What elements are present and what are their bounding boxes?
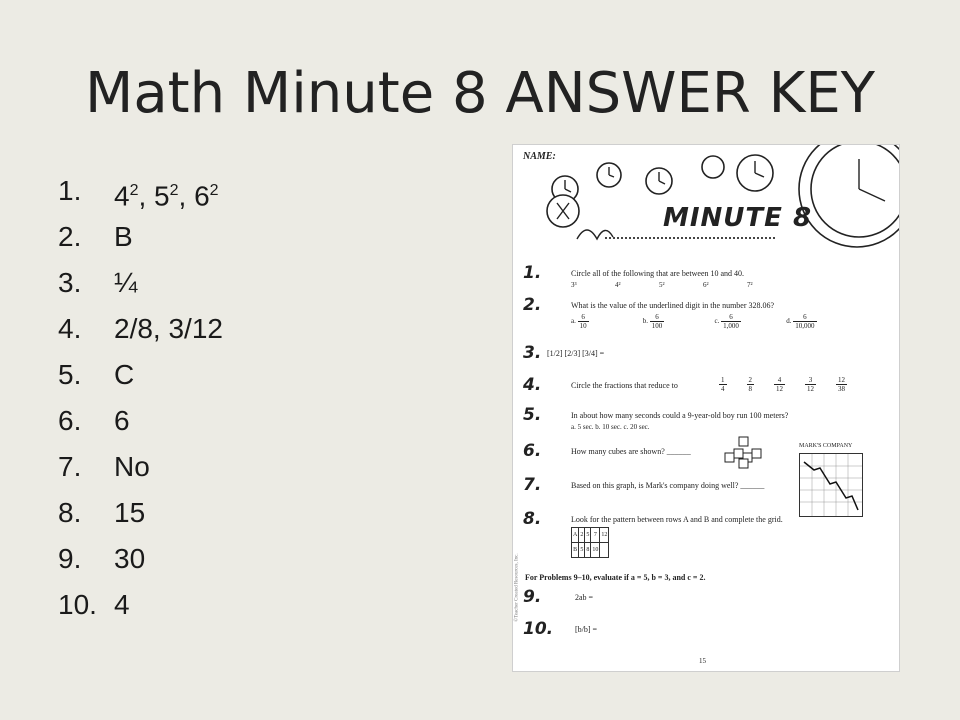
question-number: 2. — [523, 295, 542, 315]
answer-exponent: 2 — [129, 182, 139, 199]
question-text: Circle the fractions that reduce to — [571, 381, 678, 390]
option-letter: a. — [571, 317, 576, 326]
answer-text: B — [114, 221, 133, 252]
answer-separator: , — [138, 180, 155, 212]
answer-item — [58, 306, 223, 352]
question-options — [571, 313, 856, 330]
question-text: Based on this graph, is Mark's company doing well? ______ — [571, 481, 765, 490]
fraction: $\frac{4}{12}$ — [776, 376, 783, 393]
worksheet-image — [512, 144, 900, 672]
answer-base: 6 — [194, 180, 210, 212]
question-text: How many cubes are shown? ______ — [571, 447, 691, 456]
answer-base: 5 — [154, 180, 170, 212]
question-text: 2ab = — [575, 593, 594, 602]
question-number: 6. — [523, 441, 542, 461]
grid-row-a: A 2 5 7 12 — [572, 528, 609, 543]
answer-number: 10. — [58, 589, 97, 620]
fraction: $\frac{1}{4}$ — [721, 376, 725, 393]
answer-item — [58, 398, 223, 444]
answer-text: ¼ — [114, 267, 138, 298]
answer-number: 1. — [58, 175, 82, 206]
fraction: $\frac{12}{38}$ — [838, 376, 845, 393]
question-text: [b/b] = — [575, 625, 598, 634]
question-number: 10. — [523, 619, 554, 639]
section-heading: For Problems 9–10, evaluate if a = 5, b = 3, and c = 2. — [525, 573, 706, 582]
answer-text — [114, 168, 219, 214]
answer-item — [58, 260, 223, 306]
worksheet-header: MINUTE 8 — [663, 203, 813, 233]
option: 7² — [747, 281, 753, 289]
question-options: a. 5 sec. b. 10 sec. c. 20 sec. — [571, 423, 650, 431]
fraction: $\frac{2}{8}$ — [748, 376, 752, 393]
fraction-choices — [719, 376, 865, 393]
question-text: Circle all of the following that are between 10 and 40. — [571, 269, 745, 278]
answer-exponent: 2 — [169, 182, 179, 199]
option: 6² — [703, 281, 709, 289]
answer-item — [58, 582, 223, 628]
answer-separator: , — [178, 180, 195, 212]
answer-item — [58, 444, 223, 490]
slide-title: Math Minute 8 ANSWER KEY — [85, 61, 875, 126]
answer-text: 30 — [114, 543, 146, 574]
page-number: 15 — [699, 657, 706, 665]
option: 5² — [659, 281, 665, 289]
answer-number: 6. — [58, 405, 82, 436]
question-options — [571, 281, 791, 289]
fraction: $\frac{6}{10,000}$ — [795, 313, 815, 330]
answer-number: 3. — [58, 267, 82, 298]
answer-text: 6 — [114, 405, 130, 436]
answer-item — [58, 490, 223, 536]
answer-number: 4. — [58, 313, 82, 344]
answer-number: 5. — [58, 359, 82, 390]
answer-text: No — [114, 451, 150, 482]
header-dotted-line — [605, 237, 775, 239]
question-number: 9. — [523, 587, 542, 607]
answer-text: 2/8, 3/12 — [114, 313, 223, 344]
answer-text: 15 — [114, 497, 146, 528]
company-graph — [799, 453, 863, 517]
question-text: Look for the pattern between rows A and B and complete the grid. — [571, 515, 783, 524]
answer-text: C — [114, 359, 135, 390]
question-text: In about how many seconds could a 9-year-old boy run 100 meters? — [571, 411, 789, 420]
answer-number: 2. — [58, 221, 82, 252]
graph-title: MARK'S COMPANY — [799, 443, 853, 449]
question-text: [1/2] [2/3] [3/4] = — [547, 349, 605, 358]
answer-base: 4 — [114, 180, 130, 212]
option-letter: d. — [786, 317, 792, 326]
question-number: 1. — [523, 263, 542, 283]
question-number: 4. — [523, 375, 542, 395]
worksheet-name-label: NAME: — [523, 151, 556, 162]
fraction: $\frac{6}{100}$ — [651, 313, 663, 330]
question-number: 5. — [523, 405, 542, 425]
fraction: $\frac{6}{10}$ — [579, 313, 587, 330]
option-letter: c. — [714, 317, 720, 326]
copyright-side-text: ©Teacher Created Resources, Inc. — [514, 553, 520, 622]
answer-text: 4 — [114, 589, 130, 620]
question-number: 3. — [523, 343, 542, 363]
option: 4² — [615, 281, 621, 289]
question-number: 7. — [523, 475, 542, 495]
answer-item — [58, 214, 223, 260]
grid-row-b: B 5 8 10 — [572, 543, 609, 558]
cubes-illustration — [721, 435, 771, 471]
fraction: $\frac{3}{12}$ — [807, 376, 814, 393]
option-letter: b. — [642, 317, 648, 326]
answer-item — [58, 536, 223, 582]
fraction: $\frac{6}{1,000}$ — [723, 313, 739, 330]
option: 3³ — [571, 281, 577, 289]
answer-item — [58, 352, 223, 398]
answer-item — [58, 168, 223, 214]
question-number: 8. — [523, 509, 542, 529]
answer-number: 9. — [58, 543, 82, 574]
answer-list — [58, 168, 223, 628]
answer-number: 8. — [58, 497, 82, 528]
answer-number: 7. — [58, 451, 82, 482]
pattern-grid — [571, 527, 609, 558]
answer-exponent: 2 — [209, 182, 219, 199]
question-text: What is the value of the underlined digit in the number 328.06? — [571, 301, 775, 310]
